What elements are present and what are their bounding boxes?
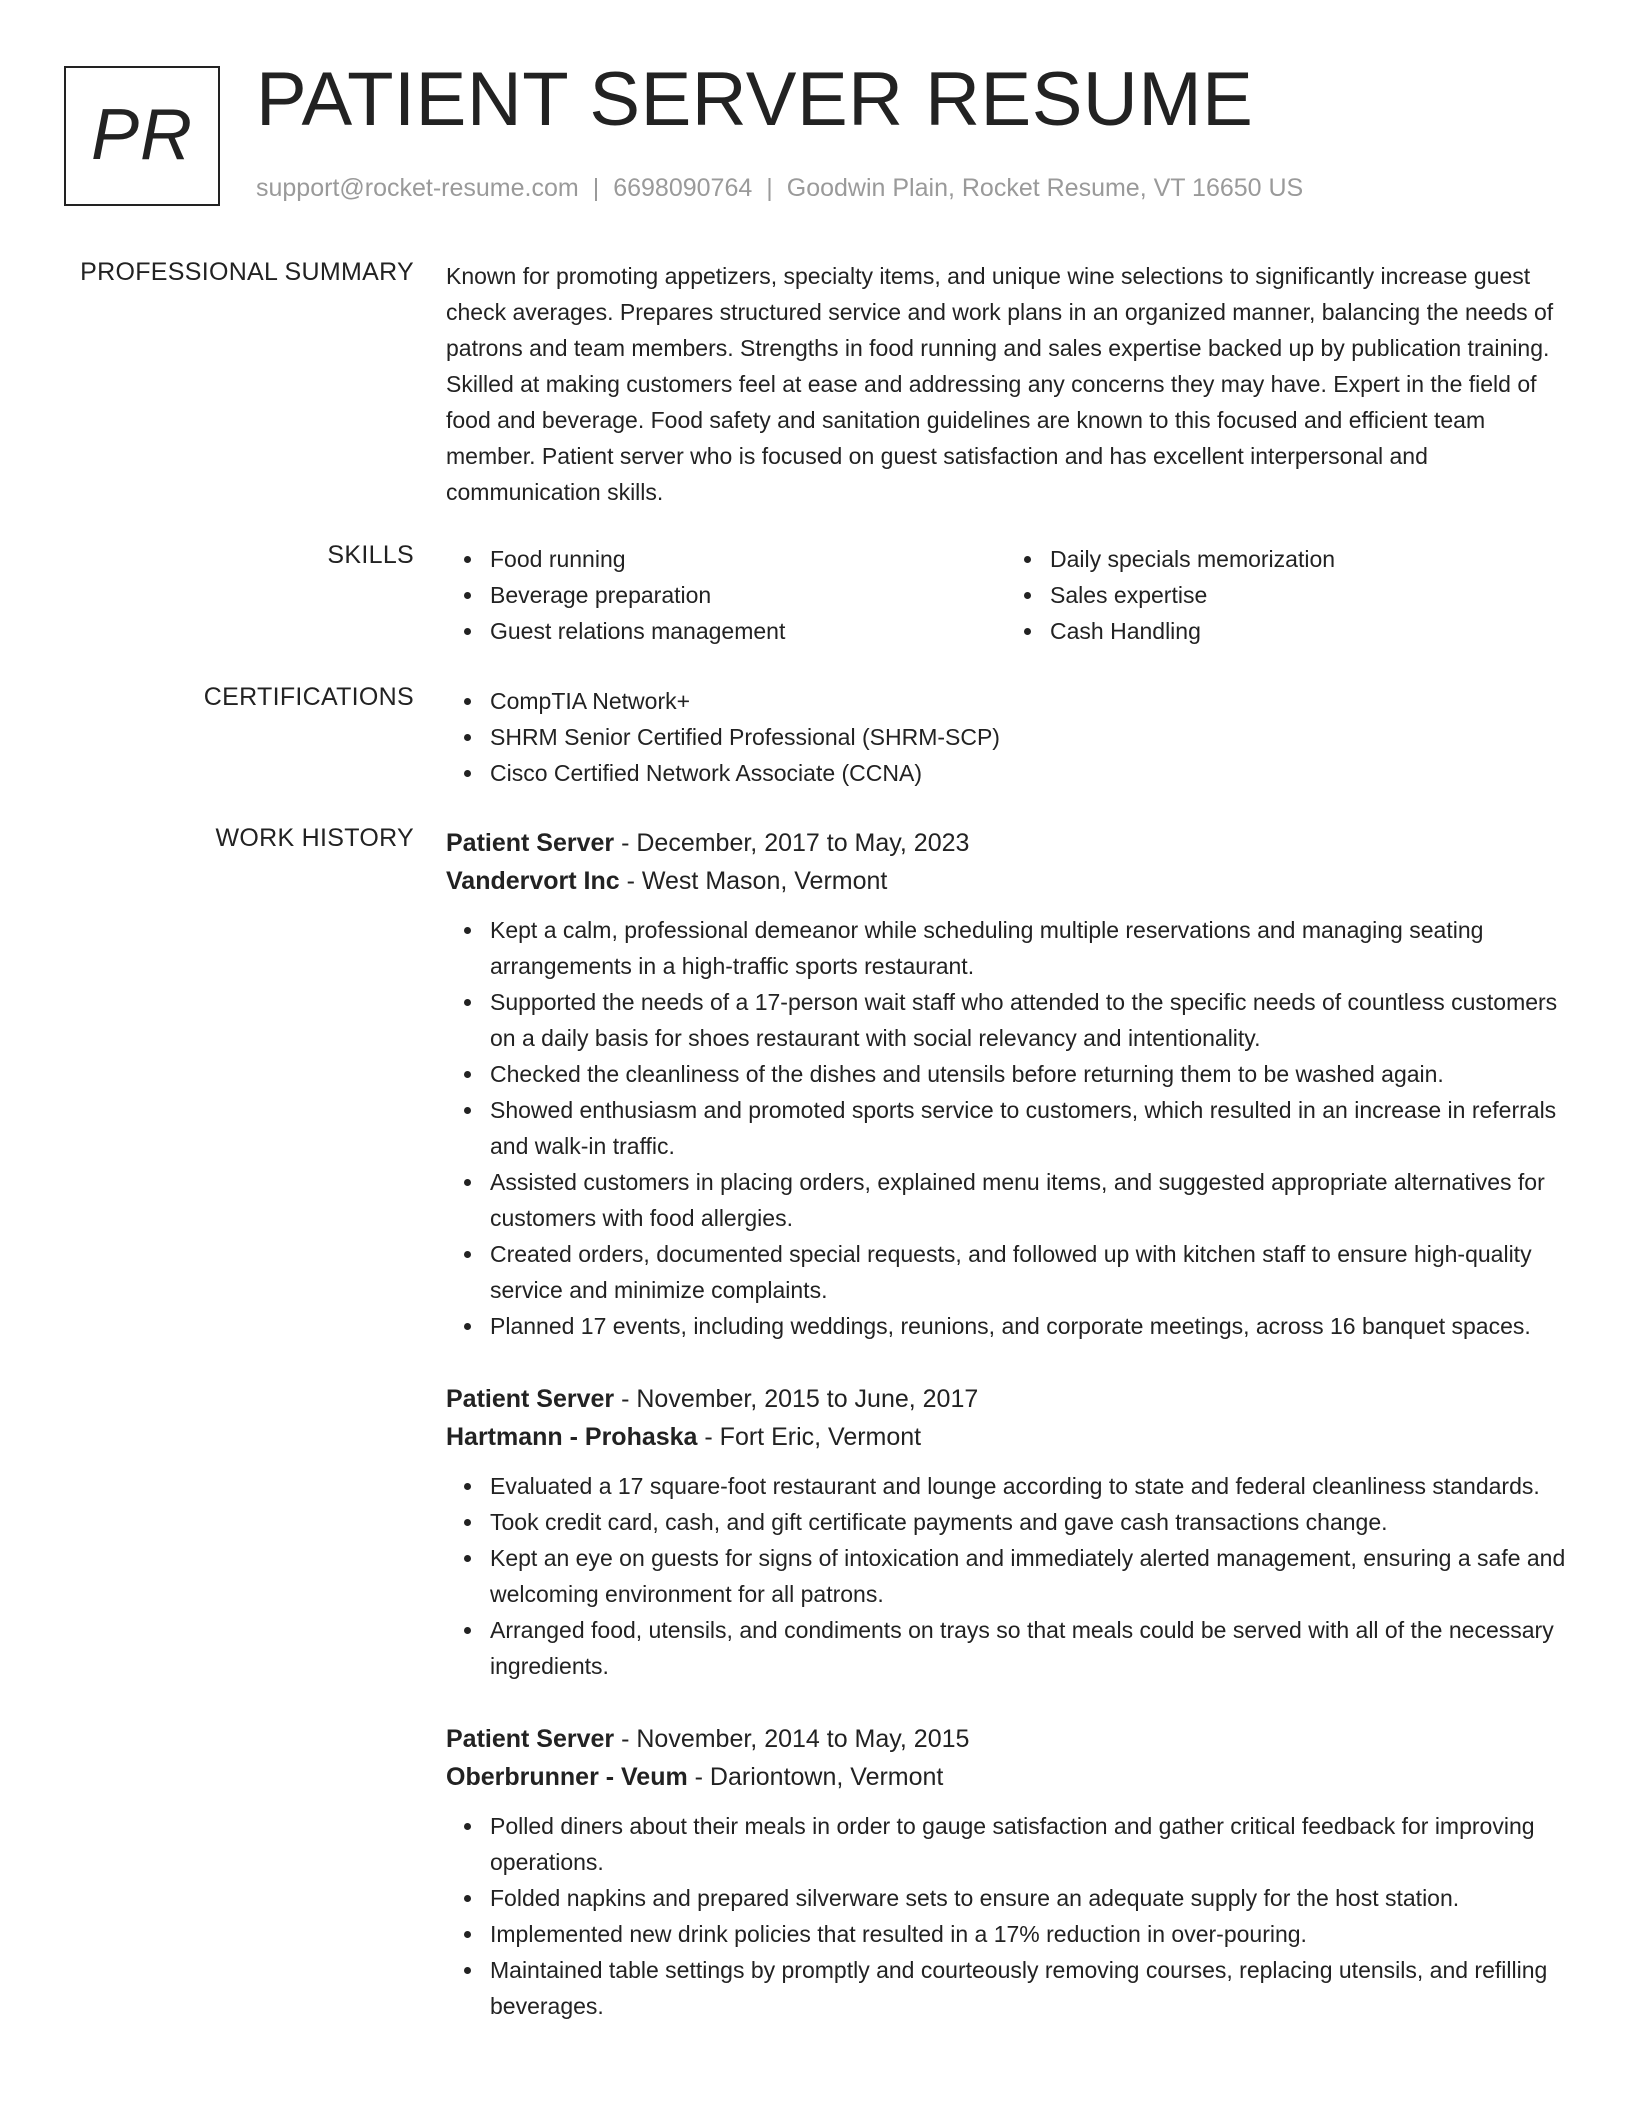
job-entry [446,824,1566,1344]
job-bullet: Folded napkins and prepared silverware sets to ensure an adequate supply for the host station. [490,1880,1566,1916]
contact-line [256,174,1303,203]
job-company-line [446,862,1566,900]
job-bullet: Maintained table settings by promptly and courteously removing courses, replacing utensils, and refilling beverages. [490,1952,1566,2024]
job-bullet: Created orders, documented special requests, and followed up with kitchen staff to ensure high-quality service and minimize complaints. [490,1236,1566,1308]
job-title-line [446,1380,1566,1418]
summary-text: Known for promoting appetizers, specialty items, and unique wine selections to significantly increase guest check averages. Prepares structured service and work plans in an organized manner, balancing the needs of patrons and team members. Strengths in food running and sales expertise backed up by publication training. Skilled at making customers feel at ease and addressing any concerns they may have. Expert in the field of food and beverage. Food safety and sanitation guidelines are known to this focused and efficient team member. Patient server who is focused on guest satisfaction and has excellent interpersonal and communication skills. [446,263,1554,505]
job-bullet: Assisted customers in placing orders, explained menu items, and suggested appropriate alternatives for customers with food allergies. [490,1164,1566,1236]
job-title-line [446,1720,1566,1758]
skill-item: Food running [490,541,1006,577]
contact-separator: | [766,174,773,202]
job-dates: - November, 2015 to June, 2017 [614,1385,979,1413]
work-history-heading: WORK HISTORY [215,824,414,852]
job-location: - West Mason, Vermont [619,867,888,895]
initials-text: PR [90,95,194,175]
job-title-line [446,824,1566,862]
skill-item: Cash Handling [1050,613,1566,649]
job-company: Oberbrunner - Veum [446,1763,688,1791]
job-bullets [446,1468,1566,1684]
job-location: - Dariontown, Vermont [687,1763,944,1791]
skill-item: Daily specials memorization [1050,541,1566,577]
job-location: - Fort Eric, Vermont [697,1423,922,1451]
summary-body [446,258,1566,510]
job-bullets [446,1808,1566,2024]
job-title: Patient Server [446,1725,615,1753]
job-bullet: Kept an eye on guests for signs of intoxication and immediately alerted management, ensuring a safe and welcoming environment for all patrons. [490,1540,1566,1612]
job-company: Hartmann - Prohaska [446,1423,698,1451]
certifications-body [446,683,1566,791]
job-bullet: Evaluated a 17 square-foot restaurant and lounge according to state and federal cleanliness standards. [490,1468,1566,1504]
job-bullet: Planned 17 events, including weddings, reunions, and corporate meetings, across 16 banquet spaces. [490,1308,1566,1344]
contact-separator: | [592,174,600,202]
work-history-body [446,824,1566,2060]
skills-column-1 [446,541,1006,649]
job-bullet: Supported the needs of a 17-person wait staff who attended to the specific needs of countless customers on a daily basis for shoes restaurant with social relevancy and intentionality. [490,984,1566,1056]
job-dates: - November, 2014 to May, 2015 [614,1725,970,1753]
certification-item: Cisco Certified Network Associate (CCNA) [490,755,1566,791]
certification-item: SHRM Senior Certified Professional (SHRM-SCP) [490,719,1566,755]
job-company: Vandervort Inc [446,867,620,895]
job-company-line [446,1418,1566,1456]
job-bullet: Took credit card, cash, and gift certificate payments and gave cash transactions change. [490,1504,1566,1540]
contact-address: Goodwin Plain, Rocket Resume, VT 16650 US [786,174,1304,202]
job-bullet: Showed enthusiasm and promoted sports service to customers, which resulted in an increase in referrals and walk-in traffic. [490,1092,1566,1164]
job-bullet: Checked the cleanliness of the dishes and utensils before returning them to be washed again. [490,1056,1566,1092]
certification-item: CompTIA Network+ [490,683,1566,719]
job-company-line [446,1758,1566,1796]
skill-item: Beverage preparation [490,577,1006,613]
contact-email: support@rocket-resume.com [256,174,579,202]
job-entry [446,1380,1566,1684]
job-bullet: Arranged food, utensils, and condiments on trays so that meals could be served with all of the necessary ingredients. [490,1612,1566,1684]
job-title: Patient Server [446,829,615,857]
job-bullet: Implemented new drink policies that resulted in a 17% reduction in over-pouring. [490,1916,1566,1952]
certifications-heading: CERTIFICATIONS [203,683,414,711]
skills-column-2 [1006,541,1566,649]
initials-monogram [64,66,220,206]
skills-heading: SKILLS [327,541,414,569]
job-dates: - December, 2017 to May, 2023 [614,829,970,857]
skills-body [446,541,1566,649]
job-bullet: Kept a calm, professional demeanor while scheduling multiple reservations and managing seating arrangements in a high-traffic sports restaurant. [490,912,1566,984]
job-bullet: Polled diners about their meals in order to gauge satisfaction and gather critical feedback for improving operations. [490,1808,1566,1880]
skill-item: Guest relations management [490,613,1006,649]
contact-phone: 6698090764 [613,174,753,202]
job-title: Patient Server [446,1385,615,1413]
job-entry [446,1720,1566,2024]
skill-item: Sales expertise [1050,577,1566,613]
summary-heading: PROFESSIONAL SUMMARY [80,258,414,286]
job-bullets [446,912,1566,1344]
certifications-list [446,683,1566,791]
resume-title: PATIENT SERVER RESUME [256,57,1254,142]
